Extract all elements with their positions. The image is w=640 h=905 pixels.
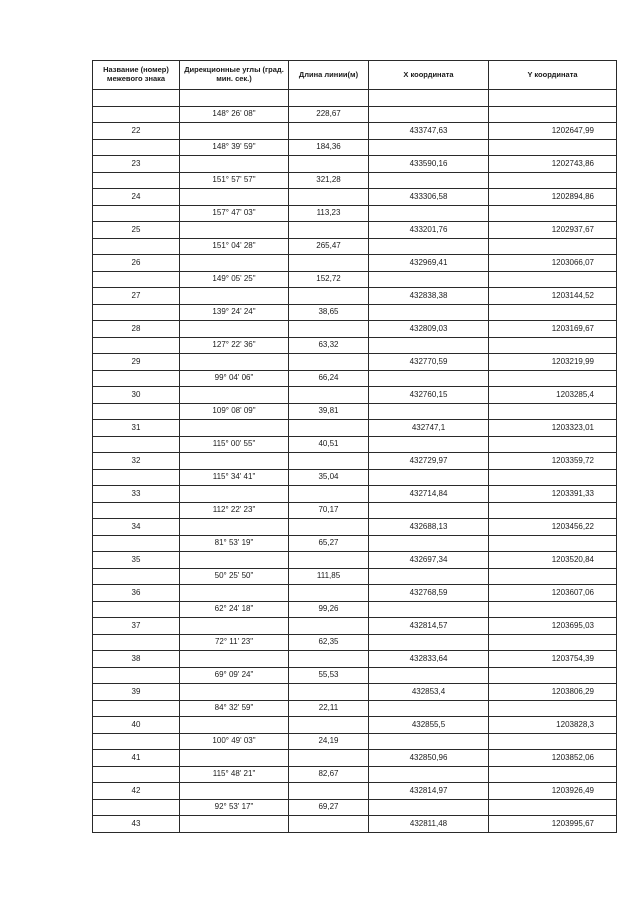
direction-angle-cell: 115° 48' 21" <box>180 766 289 783</box>
x-coordinate-cell: 432714,84 <box>369 486 489 503</box>
direction-angle-cell: 100° 49' 03" <box>180 733 289 750</box>
direction-angle-cell: 99° 04' 06" <box>180 370 289 387</box>
empty-y-cell <box>489 271 617 288</box>
x-coordinate-cell <box>369 90 489 107</box>
empty-angle-cell <box>180 90 289 107</box>
empty-x-cell <box>369 535 489 552</box>
point-name-cell: 27 <box>93 288 180 305</box>
empty-y-cell <box>489 799 617 816</box>
y-coordinate-cell: 1202647,99 <box>489 123 617 140</box>
segment-row <box>93 436 617 453</box>
empty-y-cell <box>489 700 617 717</box>
point-row <box>93 684 617 701</box>
empty-y-cell <box>489 106 617 123</box>
empty-angle-cell <box>180 783 289 800</box>
segment-row <box>93 469 617 486</box>
empty-x-cell <box>369 502 489 519</box>
empty-length-cell <box>289 750 369 767</box>
x-coordinate-cell: 432688,13 <box>369 519 489 536</box>
x-coordinate-cell: 432853,4 <box>369 684 489 701</box>
x-coordinate-cell: 432814,57 <box>369 618 489 635</box>
segment-row <box>93 568 617 585</box>
y-coordinate-cell: 1203359,72 <box>489 453 617 470</box>
empty-name-cell <box>93 667 180 684</box>
empty-angle-cell <box>180 189 289 206</box>
segment-row <box>93 799 617 816</box>
y-coordinate-cell: 1202743,86 <box>489 156 617 173</box>
line-length-cell: 63,32 <box>289 337 369 354</box>
x-coordinate-cell: 432814,97 <box>369 783 489 800</box>
point-row <box>93 717 617 734</box>
y-coordinate-cell: 1203926,49 <box>489 783 617 800</box>
point-name-cell: 43 <box>93 816 180 833</box>
point-name-cell: 29 <box>93 354 180 371</box>
empty-x-cell <box>369 667 489 684</box>
point-name-cell: 32 <box>93 453 180 470</box>
segment-row <box>93 535 617 552</box>
empty-angle-cell <box>180 618 289 635</box>
segment-row <box>93 337 617 354</box>
line-length-cell: 24,19 <box>289 733 369 750</box>
x-coordinate-cell: 432747,1 <box>369 420 489 437</box>
empty-angle-cell <box>180 387 289 404</box>
empty-length-cell <box>289 519 369 536</box>
y-coordinate-cell: 1202894,86 <box>489 189 617 206</box>
empty-name-cell <box>93 205 180 222</box>
empty-length-cell <box>289 552 369 569</box>
y-coordinate-cell: 1203852,06 <box>489 750 617 767</box>
point-row <box>93 288 617 305</box>
empty-length-cell <box>289 321 369 338</box>
empty-length-cell <box>289 585 369 602</box>
direction-angle-cell: 72° 11' 23" <box>180 634 289 651</box>
direction-angle-cell: 148° 39' 59" <box>180 139 289 156</box>
empty-angle-cell <box>180 453 289 470</box>
y-coordinate-cell: 1203323,01 <box>489 420 617 437</box>
y-coordinate-cell: 1203607,06 <box>489 585 617 602</box>
empty-length-cell <box>289 255 369 272</box>
empty-x-cell <box>369 337 489 354</box>
direction-angle-cell: 139° 24' 24" <box>180 304 289 321</box>
line-length-cell: 55,53 <box>289 667 369 684</box>
empty-y-cell <box>489 403 617 420</box>
x-coordinate-cell: 432770,59 <box>369 354 489 371</box>
header-x-coordinate: X координата <box>369 61 489 90</box>
empty-length-cell <box>289 783 369 800</box>
point-row <box>93 255 617 272</box>
empty-length-cell <box>289 816 369 833</box>
point-row <box>93 321 617 338</box>
direction-angle-cell: 81° 53' 19" <box>180 535 289 552</box>
point-name-cell: 37 <box>93 618 180 635</box>
direction-angle-cell: 115° 34' 41" <box>180 469 289 486</box>
point-name-cell: 35 <box>93 552 180 569</box>
empty-length-cell <box>289 354 369 371</box>
empty-x-cell <box>369 403 489 420</box>
line-length-cell: 62,35 <box>289 634 369 651</box>
segment-row <box>93 106 617 123</box>
empty-x-cell <box>369 601 489 618</box>
header-row <box>93 61 617 90</box>
direction-angle-cell: 148° 26' 08" <box>180 106 289 123</box>
empty-y-cell <box>489 139 617 156</box>
point-row <box>93 90 617 107</box>
table-body <box>93 90 617 833</box>
point-row <box>93 519 617 536</box>
y-coordinate-cell: 1203754,39 <box>489 651 617 668</box>
line-length-cell: 321,28 <box>289 172 369 189</box>
point-row <box>93 387 617 404</box>
empty-length-cell <box>289 288 369 305</box>
empty-name-cell <box>93 601 180 618</box>
empty-x-cell <box>369 766 489 783</box>
empty-length-cell <box>289 684 369 701</box>
empty-y-cell <box>489 172 617 189</box>
empty-angle-cell <box>180 354 289 371</box>
empty-y-cell <box>489 502 617 519</box>
point-name-cell: 28 <box>93 321 180 338</box>
header-point-name: Название (номер) межевого знака <box>93 61 180 90</box>
y-coordinate-cell: 1203391,33 <box>489 486 617 503</box>
empty-y-cell <box>489 469 617 486</box>
empty-x-cell <box>369 568 489 585</box>
y-coordinate-cell: 1203144,52 <box>489 288 617 305</box>
line-length-cell: 66,24 <box>289 370 369 387</box>
line-length-cell: 152,72 <box>289 271 369 288</box>
empty-x-cell <box>369 205 489 222</box>
empty-angle-cell <box>180 486 289 503</box>
x-coordinate-cell: 432833,64 <box>369 651 489 668</box>
point-name-cell: 25 <box>93 222 180 239</box>
point-row <box>93 816 617 833</box>
point-name-cell: 39 <box>93 684 180 701</box>
empty-angle-cell <box>180 750 289 767</box>
x-coordinate-cell: 432838,38 <box>369 288 489 305</box>
empty-length-cell <box>289 453 369 470</box>
x-coordinate-cell: 433201,76 <box>369 222 489 239</box>
point-name-cell: 30 <box>93 387 180 404</box>
point-row <box>93 123 617 140</box>
x-coordinate-cell: 433590,16 <box>369 156 489 173</box>
point-row <box>93 486 617 503</box>
empty-x-cell <box>369 238 489 255</box>
empty-x-cell <box>369 304 489 321</box>
empty-angle-cell <box>180 816 289 833</box>
point-row <box>93 156 617 173</box>
empty-name-cell <box>93 172 180 189</box>
line-length-cell: 69,27 <box>289 799 369 816</box>
empty-y-cell <box>489 568 617 585</box>
line-length-cell: 35,04 <box>289 469 369 486</box>
empty-length-cell <box>289 420 369 437</box>
line-length-cell: 38,65 <box>289 304 369 321</box>
point-name-cell: 24 <box>93 189 180 206</box>
point-row <box>93 420 617 437</box>
line-length-cell: 113,23 <box>289 205 369 222</box>
direction-angle-cell: 62° 24' 18" <box>180 601 289 618</box>
line-length-cell: 70,17 <box>289 502 369 519</box>
empty-name-cell <box>93 700 180 717</box>
segment-row <box>93 172 617 189</box>
point-row <box>93 783 617 800</box>
direction-angle-cell: 69° 09' 24" <box>180 667 289 684</box>
empty-angle-cell <box>180 585 289 602</box>
line-length-cell: 111,85 <box>289 568 369 585</box>
point-name-cell: 41 <box>93 750 180 767</box>
empty-name-cell <box>93 304 180 321</box>
point-name-cell: 33 <box>93 486 180 503</box>
segment-row <box>93 370 617 387</box>
point-row <box>93 552 617 569</box>
empty-name-cell <box>93 733 180 750</box>
segment-row <box>93 403 617 420</box>
segment-row <box>93 667 617 684</box>
y-coordinate-cell: 1203695,03 <box>489 618 617 635</box>
empty-angle-cell <box>180 321 289 338</box>
segment-row <box>93 502 617 519</box>
empty-x-cell <box>369 172 489 189</box>
y-coordinate-cell: 1202937,67 <box>489 222 617 239</box>
y-coordinate-cell <box>489 90 617 107</box>
empty-y-cell <box>489 205 617 222</box>
direction-angle-cell: 157° 47' 03" <box>180 205 289 222</box>
line-length-cell: 65,27 <box>289 535 369 552</box>
empty-name-cell <box>93 469 180 486</box>
point-name-cell: 23 <box>93 156 180 173</box>
empty-y-cell <box>489 766 617 783</box>
empty-angle-cell <box>180 552 289 569</box>
line-length-cell: 39,81 <box>289 403 369 420</box>
empty-length-cell <box>289 123 369 140</box>
empty-name-cell <box>93 271 180 288</box>
empty-y-cell <box>489 535 617 552</box>
empty-length-cell <box>289 189 369 206</box>
empty-name-cell <box>93 535 180 552</box>
empty-name-cell <box>93 139 180 156</box>
line-length-cell: 22,11 <box>289 700 369 717</box>
direction-angle-cell: 84° 32' 59" <box>180 700 289 717</box>
empty-x-cell <box>369 634 489 651</box>
empty-name-cell <box>93 238 180 255</box>
point-row <box>93 651 617 668</box>
x-coordinate-cell: 432969,41 <box>369 255 489 272</box>
empty-y-cell <box>489 370 617 387</box>
direction-angle-cell: 151° 57' 57" <box>180 172 289 189</box>
line-length-cell: 265,47 <box>289 238 369 255</box>
empty-length-cell <box>289 651 369 668</box>
x-coordinate-cell: 432768,59 <box>369 585 489 602</box>
empty-y-cell <box>489 634 617 651</box>
direction-angle-cell: 112° 22' 23" <box>180 502 289 519</box>
empty-y-cell <box>489 304 617 321</box>
y-coordinate-cell: 1203995,67 <box>489 816 617 833</box>
point-row <box>93 222 617 239</box>
y-coordinate-cell: 1203219,99 <box>489 354 617 371</box>
point-row <box>93 618 617 635</box>
y-coordinate-cell: 1203520,84 <box>489 552 617 569</box>
segment-row <box>93 139 617 156</box>
direction-angle-cell: 50° 25' 50" <box>180 568 289 585</box>
direction-angle-cell: 92° 53' 17" <box>180 799 289 816</box>
segment-row <box>93 766 617 783</box>
y-coordinate-cell: 1203828,3 <box>489 717 617 734</box>
empty-y-cell <box>489 733 617 750</box>
header-line-length: Длина линии(м) <box>289 61 369 90</box>
empty-x-cell <box>369 139 489 156</box>
point-name-cell: 36 <box>93 585 180 602</box>
point-name-cell: 22 <box>93 123 180 140</box>
point-name-cell: 31 <box>93 420 180 437</box>
empty-length-cell <box>289 222 369 239</box>
line-length-cell: 184,36 <box>289 139 369 156</box>
empty-length-cell <box>289 387 369 404</box>
empty-angle-cell <box>180 156 289 173</box>
segment-row <box>93 601 617 618</box>
x-coordinate-cell: 432811,48 <box>369 816 489 833</box>
empty-angle-cell <box>180 519 289 536</box>
empty-angle-cell <box>180 684 289 701</box>
empty-length-cell <box>289 717 369 734</box>
empty-angle-cell <box>180 288 289 305</box>
empty-x-cell <box>369 700 489 717</box>
empty-y-cell <box>489 667 617 684</box>
empty-name-cell <box>93 799 180 816</box>
empty-name-cell <box>93 766 180 783</box>
x-coordinate-cell: 432697,34 <box>369 552 489 569</box>
point-row <box>93 453 617 470</box>
segment-row <box>93 700 617 717</box>
empty-x-cell <box>369 106 489 123</box>
y-coordinate-cell: 1203806,29 <box>489 684 617 701</box>
line-length-cell: 82,67 <box>289 766 369 783</box>
x-coordinate-cell: 432850,96 <box>369 750 489 767</box>
y-coordinate-cell: 1203285,4 <box>489 387 617 404</box>
point-name-cell: 40 <box>93 717 180 734</box>
table-header <box>93 61 617 90</box>
point-name-cell: 38 <box>93 651 180 668</box>
empty-name-cell <box>93 106 180 123</box>
point-row <box>93 585 617 602</box>
x-coordinate-cell: 433747,63 <box>369 123 489 140</box>
direction-angle-cell: 149° 05' 25" <box>180 271 289 288</box>
empty-y-cell <box>489 337 617 354</box>
segment-row <box>93 634 617 651</box>
empty-x-cell <box>369 733 489 750</box>
empty-x-cell <box>369 370 489 387</box>
empty-angle-cell <box>180 717 289 734</box>
point-name-cell: 42 <box>93 783 180 800</box>
empty-length-cell <box>289 156 369 173</box>
segment-row <box>93 238 617 255</box>
empty-y-cell <box>489 238 617 255</box>
y-coordinate-cell: 1203456,22 <box>489 519 617 536</box>
empty-length-cell <box>289 618 369 635</box>
x-coordinate-cell: 432729,97 <box>369 453 489 470</box>
direction-angle-cell: 151° 04' 28" <box>180 238 289 255</box>
empty-x-cell <box>369 436 489 453</box>
empty-name-cell <box>93 502 180 519</box>
empty-x-cell <box>369 799 489 816</box>
segment-row <box>93 304 617 321</box>
empty-y-cell <box>489 601 617 618</box>
boundary-coordinates-table <box>92 60 617 833</box>
point-row <box>93 750 617 767</box>
point-row <box>93 189 617 206</box>
empty-name-cell <box>93 634 180 651</box>
y-coordinate-cell: 1203066,07 <box>489 255 617 272</box>
point-name-cell <box>93 90 180 107</box>
segment-row <box>93 271 617 288</box>
empty-name-cell <box>93 370 180 387</box>
empty-name-cell <box>93 337 180 354</box>
empty-angle-cell <box>180 123 289 140</box>
empty-angle-cell <box>180 651 289 668</box>
empty-length-cell <box>289 486 369 503</box>
direction-angle-cell: 115° 00' 55" <box>180 436 289 453</box>
empty-name-cell <box>93 403 180 420</box>
line-length-cell: 228,67 <box>289 106 369 123</box>
line-length-cell: 99,26 <box>289 601 369 618</box>
empty-y-cell <box>489 436 617 453</box>
empty-angle-cell <box>180 420 289 437</box>
empty-angle-cell <box>180 222 289 239</box>
empty-x-cell <box>369 271 489 288</box>
point-name-cell: 34 <box>93 519 180 536</box>
empty-length-cell <box>289 90 369 107</box>
segment-row <box>93 205 617 222</box>
header-y-coordinate: Y координата <box>489 61 617 90</box>
x-coordinate-cell: 432760,15 <box>369 387 489 404</box>
direction-angle-cell: 109° 08' 09" <box>180 403 289 420</box>
y-coordinate-cell: 1203169,67 <box>489 321 617 338</box>
x-coordinate-cell: 433306,58 <box>369 189 489 206</box>
segment-row <box>93 733 617 750</box>
direction-angle-cell: 127° 22' 36" <box>180 337 289 354</box>
header-direction-angle: Дирекционные углы (град. мин. сек.) <box>180 61 289 90</box>
empty-x-cell <box>369 469 489 486</box>
empty-angle-cell <box>180 255 289 272</box>
x-coordinate-cell: 432809,03 <box>369 321 489 338</box>
point-row <box>93 354 617 371</box>
point-name-cell: 26 <box>93 255 180 272</box>
line-length-cell: 40,51 <box>289 436 369 453</box>
x-coordinate-cell: 432855,5 <box>369 717 489 734</box>
empty-name-cell <box>93 436 180 453</box>
empty-name-cell <box>93 568 180 585</box>
